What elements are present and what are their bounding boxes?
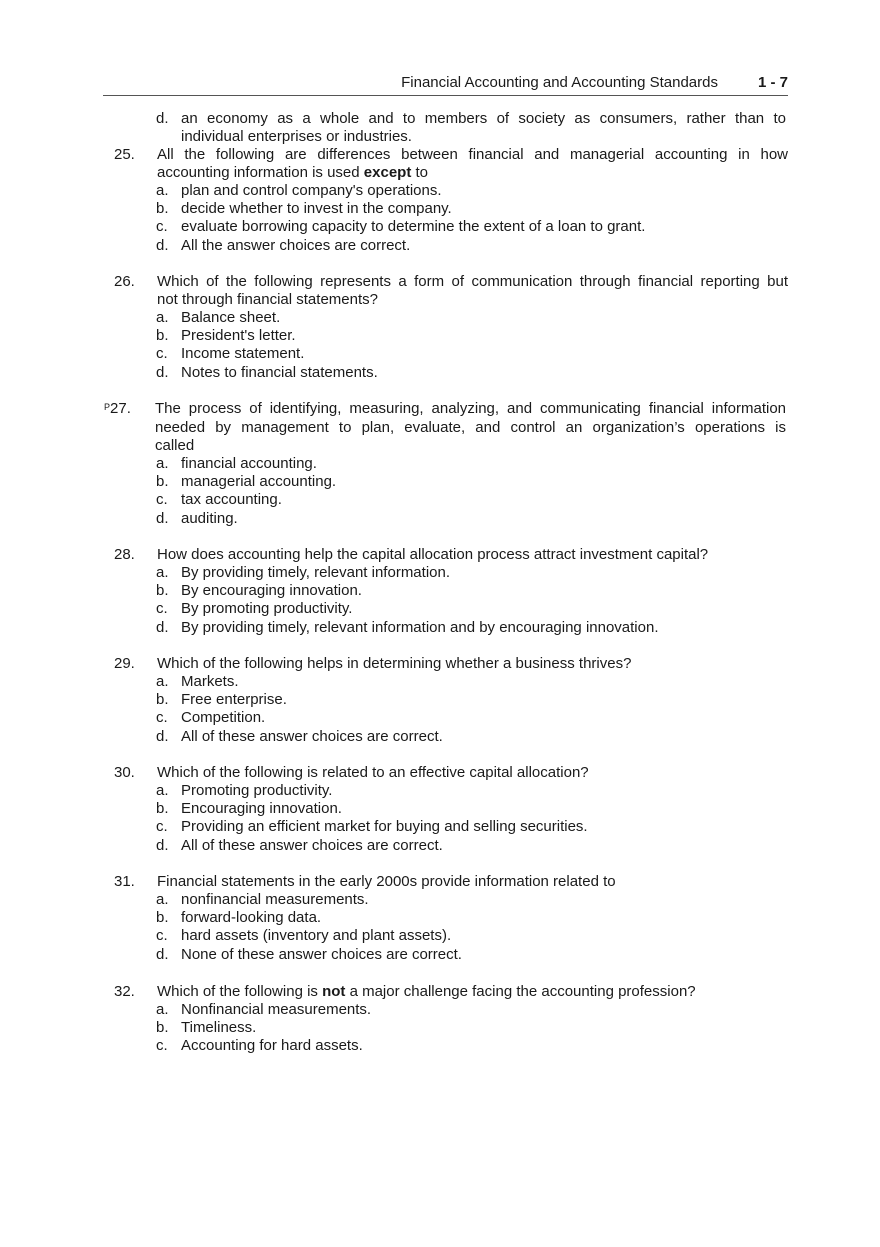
option-letter: b. <box>156 582 169 600</box>
option-letter: a. <box>156 673 169 690</box>
question-number: 32. <box>114 983 135 1000</box>
option-letter: b. <box>156 200 169 218</box>
question-number: 26. <box>114 273 135 290</box>
option-letter: b. <box>156 473 169 491</box>
option-text: Accounting for hard assets. <box>181 1037 363 1055</box>
option-text: Balance sheet. <box>181 309 281 326</box>
option-text: Income statement. <box>181 345 305 363</box>
option-text: By providing timely, relevant information. <box>181 564 451 581</box>
option-text: President's letter. <box>181 327 296 345</box>
option-text: Competition. <box>181 709 266 727</box>
question-stem: not through financial statements? <box>157 291 378 308</box>
marker: P <box>104 402 111 412</box>
option-text: nonfinancial measurements. <box>181 891 369 908</box>
stem-emphasis: except <box>363 164 412 181</box>
option-letter: b. <box>156 909 169 927</box>
stem-text: to <box>411 164 429 181</box>
number-text: 27. <box>110 400 131 417</box>
option-letter: c. <box>156 491 168 509</box>
option-text: Free enterprise. <box>181 691 287 709</box>
question-number: 29. <box>114 655 135 672</box>
page-header <box>103 73 788 96</box>
option-text: individual enterprises or industries. <box>181 128 412 145</box>
option-letter: c. <box>156 927 168 945</box>
question-stem: Financial statements in the early 2000s provide information related to <box>157 873 616 890</box>
stem-text: Which of the following is <box>157 983 323 1000</box>
page-number: 1 - 7 <box>757 74 788 91</box>
option-letter: c. <box>156 600 168 618</box>
question-stem: How does accounting help the capital allocation process attract investment capital? <box>157 546 709 563</box>
option-letter: a. <box>156 1001 169 1018</box>
question-stem: Which of the following helps in determining whether a business thrives? <box>157 655 632 672</box>
option-text: decide whether to invest in the company. <box>181 200 452 218</box>
option-text: By providing timely, relevant information and by encouraging innovation. <box>181 618 659 636</box>
option-text: auditing. <box>181 509 238 527</box>
option-text: All of these answer choices are correct. <box>181 727 443 745</box>
option-letter: b. <box>156 691 169 709</box>
stem-text: a major challenge facing the accounting profession? <box>345 983 696 1000</box>
option-text: an economy as a whole and to members of society as consumers, rather than to <box>181 110 786 127</box>
option-letter: d. <box>156 727 169 745</box>
option-letter: b. <box>156 800 169 818</box>
option-text: Providing an efficient market for buying and selling securities. <box>181 818 588 836</box>
question-stem: All the following are differences between financial and managerial accounting in how <box>157 146 788 163</box>
question-number: 31. <box>114 873 135 890</box>
option-text: Encouraging innovation. <box>181 800 342 818</box>
option-text: evaluate borrowing capacity to determine the extent of a loan to grant. <box>181 218 646 236</box>
option-text: Markets. <box>181 673 239 690</box>
question-stem: Which of the following is related to an effective capital allocation? <box>157 764 589 781</box>
option-letter: d. <box>156 836 169 854</box>
option-letter: d. <box>156 945 169 963</box>
option-text: tax accounting. <box>181 491 282 509</box>
question-number: 30. <box>114 764 135 781</box>
stem-text: accounting information is used <box>157 164 364 181</box>
option-letter: a. <box>156 564 169 581</box>
option-letter: d. <box>156 509 169 527</box>
question-number: 25. <box>114 146 135 163</box>
option-text: Promoting productivity. <box>181 782 333 799</box>
option-letter: b. <box>156 1019 169 1037</box>
option-text: Nonfinancial measurements. <box>181 1001 372 1018</box>
question-stem: called <box>155 437 195 454</box>
option-text: plan and control company's operations. <box>181 182 442 199</box>
option-text: managerial accounting. <box>181 473 337 491</box>
option-text: By encouraging innovation. <box>181 582 362 600</box>
option-text: By promoting productivity. <box>181 600 353 618</box>
option-text: Notes to financial statements. <box>181 363 378 381</box>
option-letter: a. <box>156 182 169 199</box>
option-letter: d. <box>156 110 169 127</box>
question-number <box>104 400 131 418</box>
option-letter: c. <box>156 1037 168 1055</box>
option-letter: c. <box>156 345 168 363</box>
question-stem: needed by management to plan, evaluate, and control an organization’s operations is <box>155 419 786 436</box>
option-letter: a. <box>156 891 169 908</box>
header-title: Financial Accounting and Accounting Standards <box>401 74 718 91</box>
question-stem <box>157 164 428 182</box>
option-letter: d. <box>156 363 169 381</box>
option-letter: d. <box>156 618 169 636</box>
option-text: All of these answer choices are correct. <box>181 836 443 854</box>
option-text: financial accounting. <box>181 455 317 472</box>
option-text: forward-looking data. <box>181 909 322 927</box>
option-letter: a. <box>156 309 169 326</box>
option-text: hard assets (inventory and plant assets). <box>181 927 452 945</box>
question-stem <box>157 983 696 1001</box>
question-number: 28. <box>114 546 135 563</box>
option-letter: c. <box>156 218 168 236</box>
stem-emphasis: not <box>322 983 346 1000</box>
option-letter: a. <box>156 455 169 472</box>
option-letter: d. <box>156 236 169 254</box>
option-letter: a. <box>156 782 169 799</box>
option-letter: c. <box>156 709 168 727</box>
option-text: None of these answer choices are correct. <box>181 945 462 963</box>
question-stem: The process of identifying, measuring, analyzing, and communicating financial information <box>155 400 786 417</box>
option-text: Timeliness. <box>181 1019 257 1037</box>
option-letter: c. <box>156 818 168 836</box>
question-stem: Which of the following represents a form of communication through financial reporting but <box>157 273 788 290</box>
option-letter: b. <box>156 327 169 345</box>
option-text: All the answer choices are correct. <box>181 236 411 254</box>
